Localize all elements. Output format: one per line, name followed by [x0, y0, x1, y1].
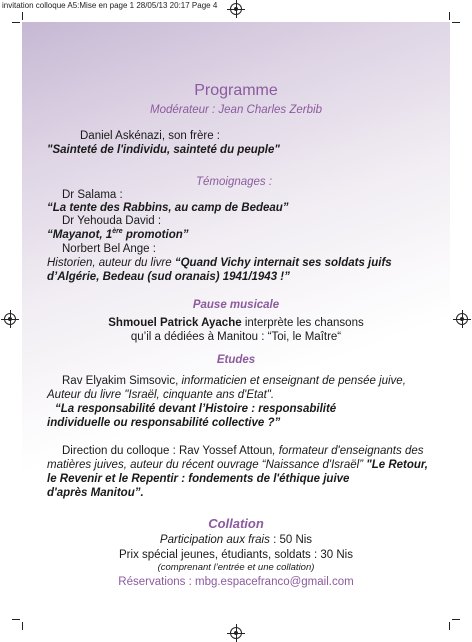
belange-desc: Historien, auteur du livre [47, 257, 175, 269]
simsovic-talk-line1: “La responsabilité devant l’Histoire : responsabilité [55, 403, 337, 415]
askenazi-talk: "Sainteté de l'individu, sainteté du peuple" [47, 144, 280, 156]
registration-mark-icon [230, 3, 242, 15]
salama-talk: “La tente des Rabbins, au camp de Bedeau” [47, 202, 289, 214]
david-talk: “Mayanot, 1ère promotion” [47, 228, 189, 241]
direction-line1: Direction du colloque : Rav Yossef Attoun, formateur d'enseignants des [62, 445, 424, 457]
simsovic-talk-line2: individuelle ou responsabilité collective ?” [47, 417, 281, 429]
participation-label: Participation aux frais [159, 534, 270, 546]
comprenant-line: (comprenant l’entrée et une collation) [157, 562, 315, 573]
print-header: invitation colloque A5:Mise en page 1 28/05/13 20:17 Page 4 [2, 1, 218, 10]
belange-name: Norbert Bel Ange : [62, 243, 156, 255]
pause-heading: Pause musicale [192, 299, 280, 311]
belange-book: “Quand Vichy internait ses soldats juifs [174, 257, 392, 269]
pause-line2: qu’il a dédiées à Manitou : “Toi, le Maître“ [130, 331, 342, 343]
simsovic-name: Rav Elyakim Simsovic, [62, 375, 182, 387]
reservations-line[interactable]: Réservations : mbg.espacefranco@gmail.com [118, 576, 354, 588]
david-name: Dr Yehouda David : [62, 215, 162, 227]
crop-mark [449, 622, 450, 630]
crop-mark [449, 12, 450, 20]
simsovic-line2: Auteur du livre "Israël, cinquante ans d'Etat". [47, 389, 275, 401]
pause-line1: Shmouel Patrick Ayache interprète les chansons [108, 317, 364, 329]
etudes-heading: Etudes [216, 354, 256, 366]
belange-talk [47, 256, 392, 270]
crop-mark [452, 22, 460, 23]
participation-value: : 50 Nis [269, 534, 313, 546]
programme-title: Programme [194, 82, 278, 99]
pause-artist: Shmouel Patrick Ayache [108, 317, 242, 329]
belange-book-line2: d’Algérie, Bedeau (sud oranais) 1941/1943 !” [47, 271, 290, 283]
direction-line4: d'après Manitou”. [47, 487, 144, 499]
simsovic-line1 [62, 374, 406, 388]
direction-line2: matières juives, auteur du récent ouvrage “Naissance d'Israël” "Le Retour, [47, 459, 428, 471]
askenazi-name: Daniel Askénazi, son frère : [80, 130, 220, 142]
participation-line [0, 533, 472, 547]
crop-mark [452, 619, 460, 620]
direction-line3: le Revenir et le Repentir : fondements de l'éthique juive [47, 473, 350, 485]
moderator-label: Modérateur [150, 104, 209, 116]
temoignages-heading: Témoignages : [196, 176, 273, 188]
moderator-line [0, 103, 472, 117]
simsovic-desc: informaticien et enseignant de pensée juive, [181, 375, 406, 387]
crop-mark [12, 22, 20, 23]
registration-mark-icon [230, 627, 242, 639]
salama-name: Dr Salama : [62, 189, 123, 201]
prix-line: Prix spécial jeunes, étudiants, soldats : 30 Nis [119, 549, 353, 561]
crop-mark [12, 619, 20, 620]
crop-mark [22, 12, 23, 20]
crop-mark [22, 622, 23, 630]
moderator-name: : Jean Charles Zerbib [208, 104, 322, 116]
collation-heading: Collation [208, 516, 264, 531]
